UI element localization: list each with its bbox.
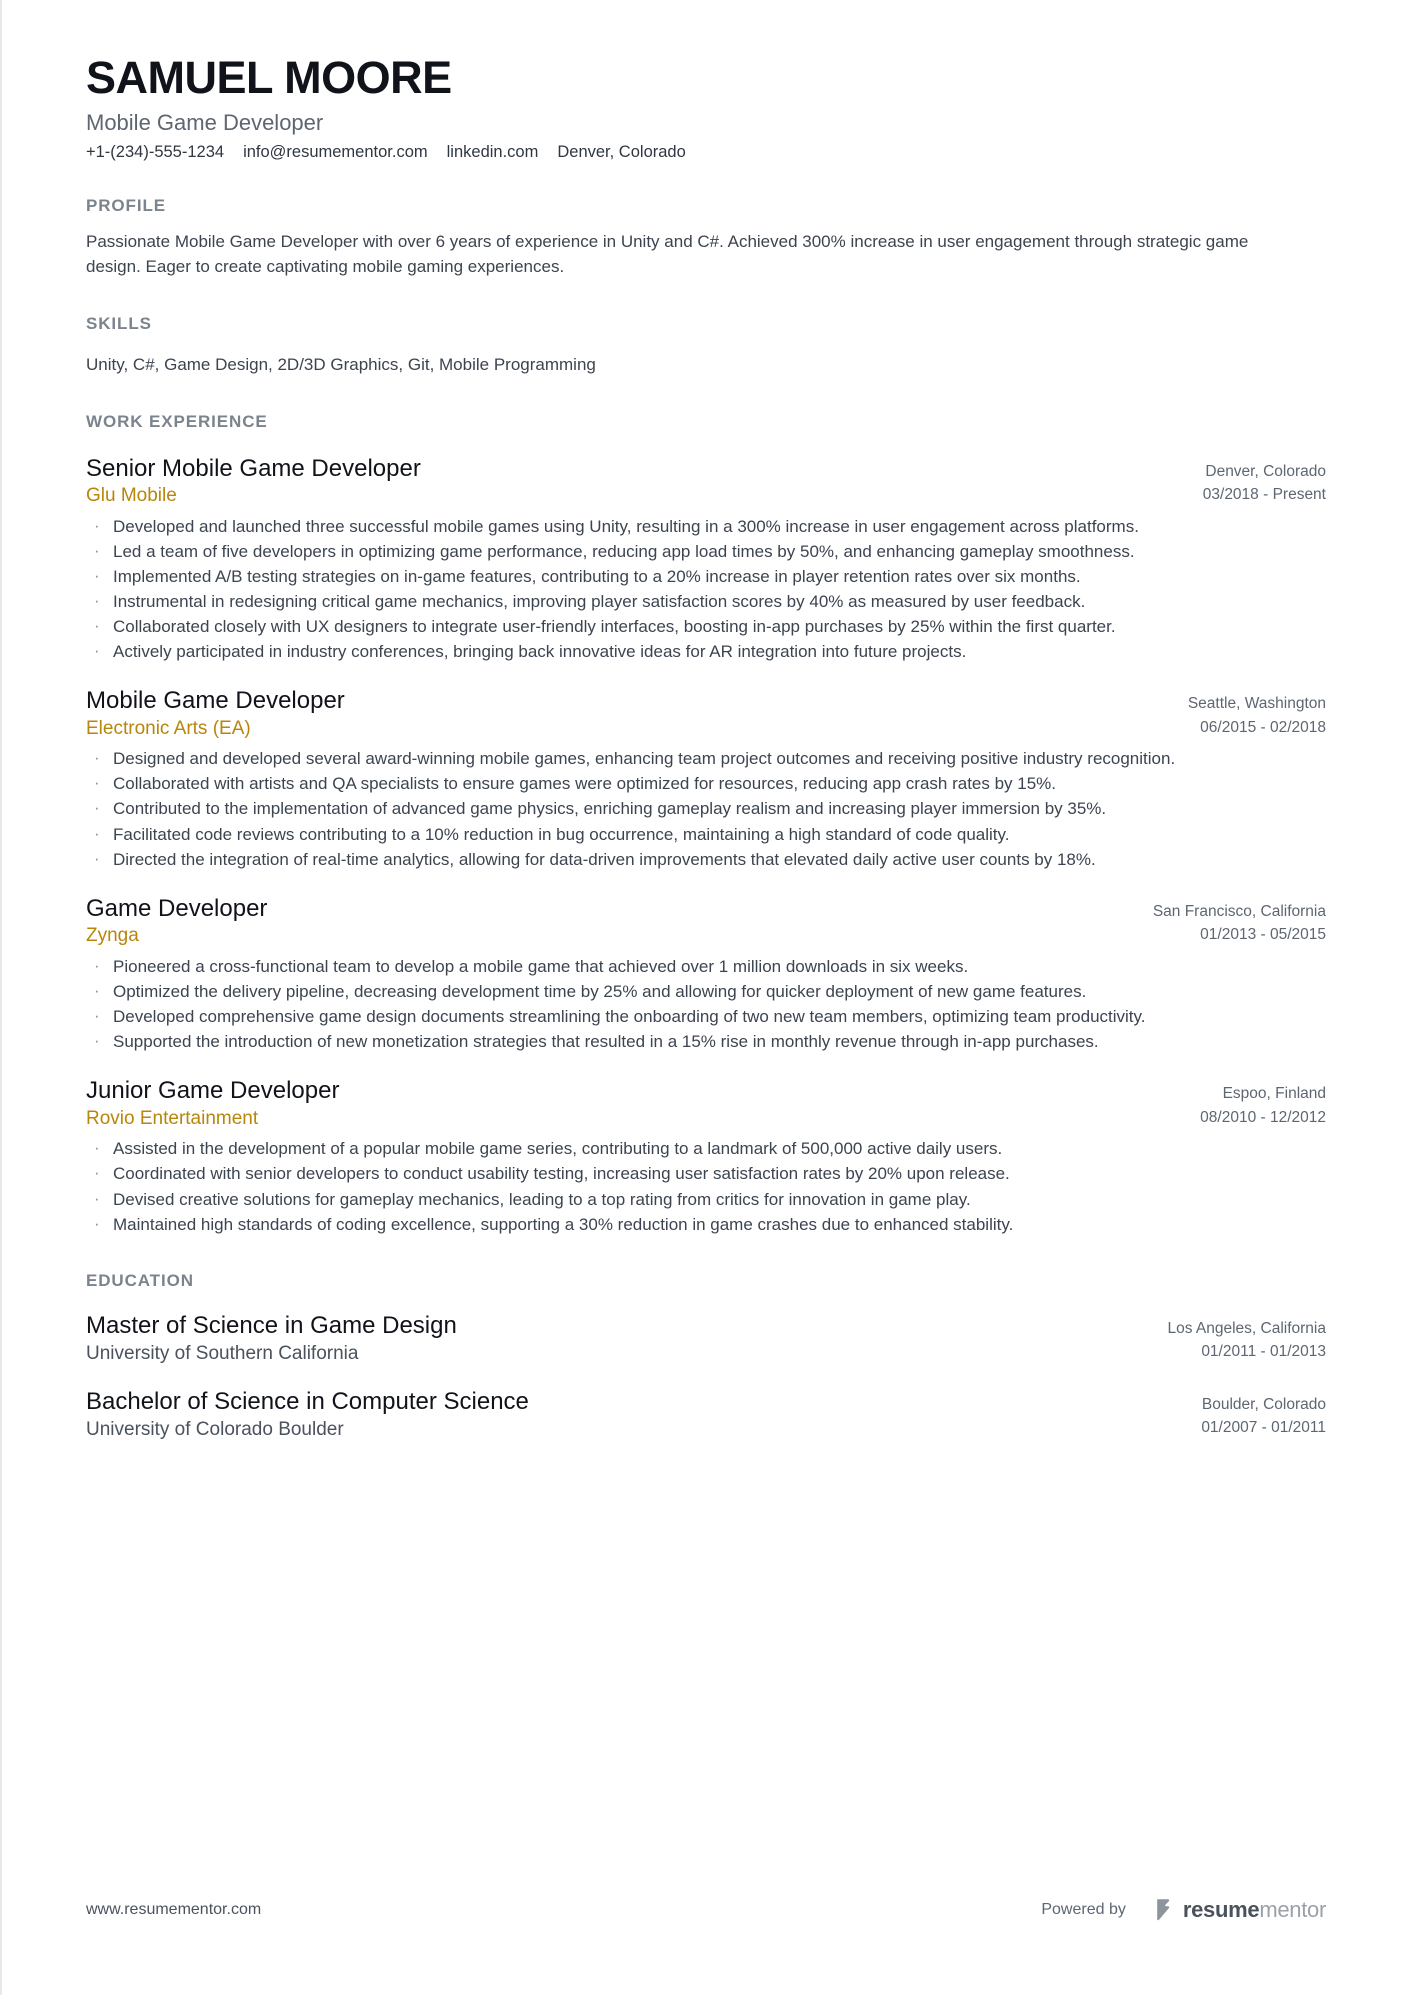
- education-dates: 01/2007 - 01/2011: [1201, 1418, 1326, 1436]
- footer-website-url[interactable]: www.resumementor.com: [86, 1901, 262, 1918]
- education-school: University of Colorado Boulder: [86, 1418, 344, 1440]
- work-entry-location: Espoo, Finland: [1222, 1085, 1326, 1103]
- skills-list: Unity, C#, Game Design, 2D/3D Graphics, Git, Mobile Programming: [86, 355, 596, 375]
- brand-name-strong: resume: [1182, 1897, 1260, 1922]
- bullet-item: · Optimized the delivery pipeline, decreasing development time by 25% and allowing for quicker deployment of new game features.: [86, 980, 1326, 1004]
- bullet-item: · Led a team of five developers in optimizing game performance, reducing app load times by 50%, and enhancing gameplay smoothness.: [86, 540, 1326, 564]
- work-entry-left: [86, 894, 1129, 949]
- contact-phone: +1-(234)-555-1234: [86, 143, 225, 162]
- work-entry-company: Zynga: [86, 925, 139, 947]
- education-degree: Master of Science in Game Design: [86, 1311, 457, 1339]
- work-entry-role: Game Developer: [86, 894, 268, 922]
- education-heading: EDUCATION: [86, 1270, 194, 1290]
- profile-heading: PROFILE: [86, 196, 166, 216]
- work-entry-meta: [1129, 894, 1326, 947]
- bullet-item: · Implemented A/B testing strategies on in-game features, contributing to a 20% increase in player retention rates over six months.: [86, 565, 1326, 589]
- work-experience-section: [86, 412, 1326, 1237]
- candidate-job-title: Mobile Game Developer: [86, 109, 324, 135]
- bullet-item: · Instrumental in redesigning critical game mechanics, improving player satisfaction scores by 40% as measured by user feedback.: [86, 590, 1326, 614]
- work-experience-heading: WORK EXPERIENCE: [86, 411, 268, 431]
- bullet-item: · Collaborated with artists and QA specialists to ensure games were optimized for resources, reducing app crash rates by 15%.: [86, 772, 1326, 796]
- education-degree: Bachelor of Science in Computer Science: [86, 1387, 529, 1415]
- work-entry-header: [86, 454, 1326, 509]
- bullet-item: · Developed comprehensive game design documents streamlining the onboarding of two new team members, optimizing team productivity.: [86, 1005, 1326, 1029]
- work-entry-bullets: [86, 747, 1326, 872]
- bullet-item: · Coordinated with senior developers to conduct usability testing, increasing user satisfaction rates by 20% upon release.: [86, 1162, 1326, 1186]
- work-entry: [86, 686, 1326, 872]
- education-entry: [86, 1311, 1326, 1367]
- candidate-name: SAMUEL MOORE: [86, 52, 452, 103]
- work-entry-dates: 03/2018 - Present: [1202, 485, 1326, 503]
- work-entry-location: Seattle, Washington: [1187, 695, 1326, 713]
- work-entry-left: [86, 454, 1179, 509]
- work-entry: [86, 894, 1326, 1054]
- resume-content: [86, 54, 1326, 1443]
- work-entry-bullets: [86, 515, 1326, 665]
- work-entry-dates: 06/2015 - 02/2018: [1200, 718, 1326, 736]
- powered-by-label: Powered by: [1041, 1901, 1126, 1918]
- bullet-item: · Pioneered a cross-functional team to develop a mobile game that achieved over 1 million downloads in six weeks.: [86, 955, 1326, 979]
- education-entry-header: [86, 1387, 1326, 1443]
- education-entry-meta: [1177, 1387, 1326, 1440]
- bullet-item: · Contributed to the implementation of advanced game physics, enriching gameplay realism and increasing player immersion by 35%.: [86, 797, 1326, 821]
- bullet-item: · Designed and developed several award-winning mobile games, enhancing team project outcomes and receiving positive industry recognition.: [86, 747, 1326, 771]
- work-entry-company: Rovio Entertainment: [86, 1107, 259, 1129]
- bookmark-flag-icon: [1156, 1898, 1175, 1922]
- work-entry: [86, 454, 1326, 665]
- profile-section: [86, 196, 1326, 280]
- skills-section: [86, 314, 1326, 378]
- skills-heading: SKILLS: [86, 314, 152, 334]
- bullet-item: · Collaborated closely with UX designers to integrate user-friendly interfaces, boosting in-app purchases by 25% within the first quarter.: [86, 615, 1326, 639]
- work-entry-company: Glu Mobile: [86, 484, 177, 506]
- work-entry-role: Senior Mobile Game Developer: [86, 454, 421, 482]
- education-entry-meta: [1143, 1311, 1326, 1364]
- education-entry-header: [86, 1311, 1326, 1367]
- work-entry-dates: 08/2010 - 12/2012: [1200, 1108, 1326, 1126]
- page-footer: [86, 1897, 1326, 1923]
- bullet-item: · Assisted in the development of a popular mobile game series, contributing to a landmark of 500,000 active daily users.: [86, 1137, 1326, 1161]
- work-entry-dates: 01/2013 - 05/2015: [1200, 926, 1326, 944]
- work-entry-meta: [1176, 1076, 1326, 1129]
- work-entry-meta: [1179, 454, 1326, 507]
- work-entry-header: [86, 686, 1326, 741]
- education-section: [86, 1271, 1326, 1443]
- education-location: Los Angeles, California: [1167, 1319, 1326, 1337]
- bullet-item: · Directed the integration of real-time analytics, allowing for data-driven improvements that elevated daily active user counts by 18%.: [86, 848, 1326, 872]
- bullet-item: · Actively participated in industry conferences, bringing back innovative ideas for AR integration into future projects.: [86, 640, 1326, 664]
- education-entry-left: [86, 1311, 1143, 1367]
- bullet-item: · Facilitated code reviews contributing to a 10% reduction in bug occurrence, maintaining a high standard of code quality.: [86, 823, 1326, 847]
- work-entry-bullets: [86, 955, 1326, 1055]
- bullet-item: · Developed and launched three successful mobile games using Unity, resulting in a 300% increase in user engagement across platforms.: [86, 515, 1326, 539]
- profile-text: Passionate Mobile Game Developer with over 6 years of experience in Unity and C#. Achieved 300% increase in user engagement through strategic game design. Eager to create captivating mobile gaming experiences.: [86, 232, 1249, 277]
- work-entry-location: Denver, Colorado: [1205, 462, 1326, 480]
- contact-linkedin[interactable]: linkedin.com: [446, 143, 539, 162]
- education-dates: 01/2011 - 01/2013: [1201, 1343, 1326, 1360]
- contact-location: Denver, Colorado: [557, 143, 686, 162]
- bullet-item: · Maintained high standards of coding excellence, supporting a 30% reduction in game crashes due to enhanced stability.: [86, 1213, 1326, 1237]
- resume-header: [86, 54, 1326, 162]
- education-entry: [86, 1387, 1326, 1443]
- brand-name-light: mentor: [1259, 1897, 1326, 1922]
- resumementor-logo: [1156, 1897, 1326, 1923]
- work-entry-left: [86, 1076, 1176, 1131]
- work-entry-header: [86, 1076, 1326, 1131]
- education-entry-left: [86, 1387, 1177, 1443]
- work-entry-header: [86, 894, 1326, 949]
- work-entry-location: San Francisco, California: [1152, 902, 1326, 920]
- work-entry: [86, 1076, 1326, 1236]
- bullet-item: · Devised creative solutions for gameplay mechanics, leading to a top rating from critics for innovation in game play.: [86, 1188, 1326, 1212]
- footer-branding: [1041, 1897, 1326, 1923]
- education-school: University of Southern California: [86, 1343, 359, 1365]
- contact-email: info@resumementor.com: [243, 143, 428, 162]
- work-entry-company: Electronic Arts (EA): [86, 717, 251, 739]
- work-entry-left: [86, 686, 1164, 741]
- bullet-item: · Supported the introduction of new monetization strategies that resulted in a 15% rise in monthly revenue through in-app purchases.: [86, 1030, 1326, 1054]
- contact-line: [86, 143, 1326, 162]
- work-entry-role: Junior Game Developer: [86, 1077, 340, 1105]
- work-entry-bullets: [86, 1137, 1326, 1237]
- work-entry-meta: [1164, 686, 1326, 739]
- education-location: Boulder, Colorado: [1201, 1395, 1326, 1413]
- work-entry-role: Mobile Game Developer: [86, 687, 345, 715]
